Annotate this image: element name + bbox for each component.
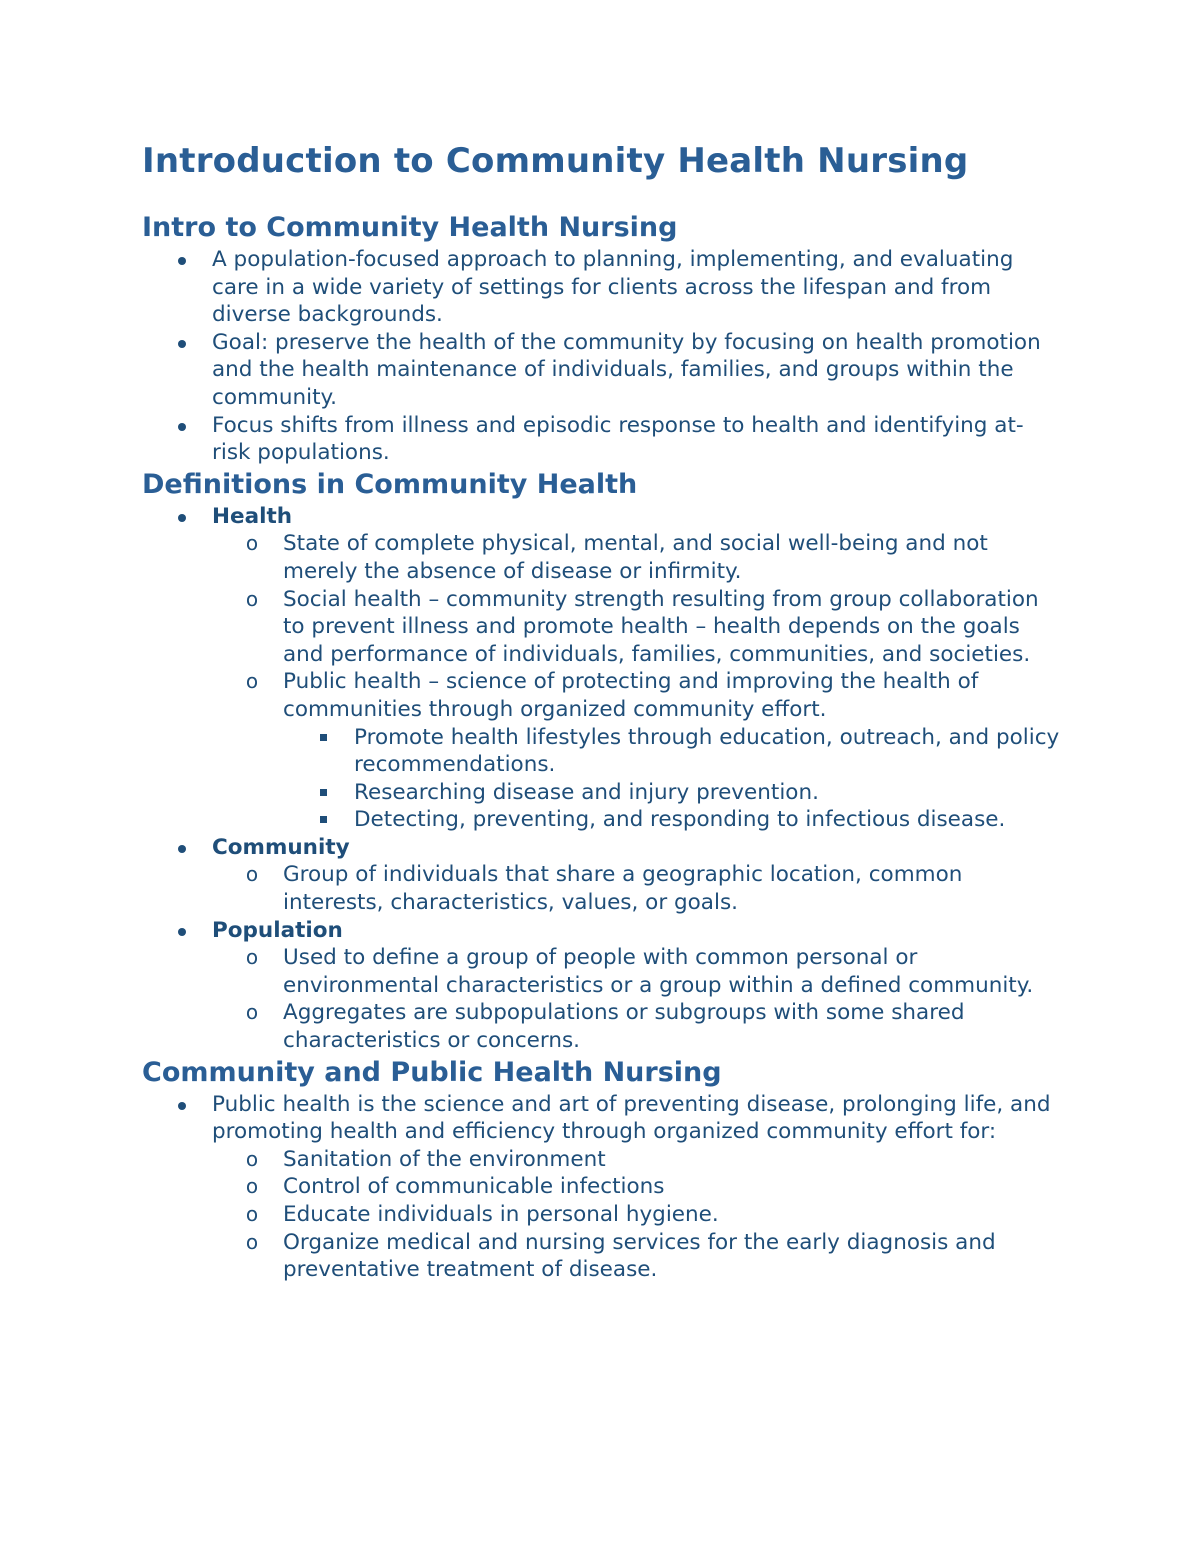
list-item: o Educate individuals in personal hygiene. (212, 1201, 1062, 1229)
intro-list (142, 246, 1062, 467)
bullet-circle-icon: o (245, 1174, 259, 1199)
term-population: Population o Used to define a group of people with common personal or environmental characteristics or a group within a defined community. o Aggregates are subpopulations or subgroups with some shared characteristics or concerns. (142, 917, 1062, 1055)
list-item: o Social health – community strength resulting from group collaboration to prevent illness and promote health – health depends on the goals and performance of individuals, families, communities, and societies. (212, 586, 1062, 669)
list-item: Public health is the science and art of preventing disease, prolonging life, and promoting health and efficiency through organized community effort for: o Sanitation of the environment o Control of communicable infections o Educate individuals in personal hygiene. o Organize medical and nursing services for the early diagnosis and preventative treatment of disease. (142, 1091, 1062, 1284)
list-item: Focus shifts from illness and episodic response to health and identifying at-risk populations. (212, 412, 1024, 466)
list-item: o Organize medical and nursing services for the early diagnosis and preventative treatment of disease. (212, 1229, 1062, 1284)
list-item: o Control of communicable infections (212, 1173, 1062, 1201)
public-health-nursing-list (142, 1091, 1062, 1284)
list-item: Researching disease and injury prevention. (354, 779, 819, 805)
bullet-circle-icon: o (245, 1146, 259, 1171)
bullet-circle-icon: o (245, 1229, 259, 1254)
section-heading-definitions: Definitions in Community Health (142, 468, 638, 500)
document-page (142, 138, 1062, 1284)
bullet-circle-icon: o (245, 945, 259, 970)
bullet-circle-icon: o (245, 1000, 259, 1025)
section-heading-public-health-nursing: Community and Public Health Nursing (142, 1056, 722, 1088)
term-community: Community o Group of individuals that share a geographic location, common interests, characteristics, values, or goals. (142, 834, 1062, 917)
community-sublist (212, 861, 1062, 916)
list-item: Promote health lifestyles through education, outreach, and policy recommendations. (354, 724, 1060, 778)
list-item: o Used to define a group of people with common personal or environmental characteristics or a group within a defined community. (212, 944, 1062, 999)
efforts-sublist (212, 1146, 1062, 1284)
list-item: o Public health – science of protecting and improving the health of communities through organized community effort. Promote health lifestyles through education, outreach, and policy recommendations. Researching disease and injury prevention. Detecting, preventing, and responding to infectious disease. (212, 668, 1062, 834)
section-heading-intro: Intro to Community Health Nursing (142, 212, 678, 243)
bullet-circle-icon: o (245, 1202, 259, 1226)
health-sublist (212, 530, 1062, 834)
list-item: Goal: preserve the health of the community by focusing on health promotion and the health maintenance of individuals, families, and groups within the community. (212, 329, 1041, 410)
bullet-circle-icon: o (245, 531, 259, 556)
list-item: o Group of individuals that share a geographic location, common interests, characteristics, values, or goals. (212, 861, 1062, 916)
bullet-circle-icon: o (245, 586, 259, 611)
list-item: Detecting, preventing, and responding to infectious disease. (354, 807, 1006, 833)
list-item: o Sanitation of the environment (212, 1146, 1062, 1174)
list-item: o State of complete physical, mental, and social well-being and not merely the absence of disease or infirmity. (212, 530, 1062, 585)
bullet-circle-icon: o (245, 862, 259, 887)
public-health-sublist (283, 724, 1062, 834)
bullet-circle-icon: o (245, 669, 259, 694)
population-sublist (212, 944, 1062, 1054)
list-item: A population-focused approach to planning, implementing, and evaluating care in a wide variety of settings for clients across the lifespan and from diverse backgrounds. (212, 247, 1014, 328)
definitions-list (142, 503, 1062, 1055)
list-item: o Aggregates are subpopulations or subgroups with some shared characteristics or concerns. (212, 999, 1062, 1054)
term-health: Health o State of complete physical, mental, and social well-being and not merely the absence of disease or infirmity. o Social health – community strength resulting from group collaboration to prevent illness and promote health – health depends on the goals and performance of individuals, families, communities, and societies. o Public health – science of protecting and improving the health of communities through organized community effort. Promote health lifestyles through education, outreach, and policy recommendations. Researching disease and injury prevention. Detecting, preventing, and responding to infectious disease. (142, 503, 1062, 834)
document-title: Introduction to Community Health Nursing (142, 141, 969, 181)
